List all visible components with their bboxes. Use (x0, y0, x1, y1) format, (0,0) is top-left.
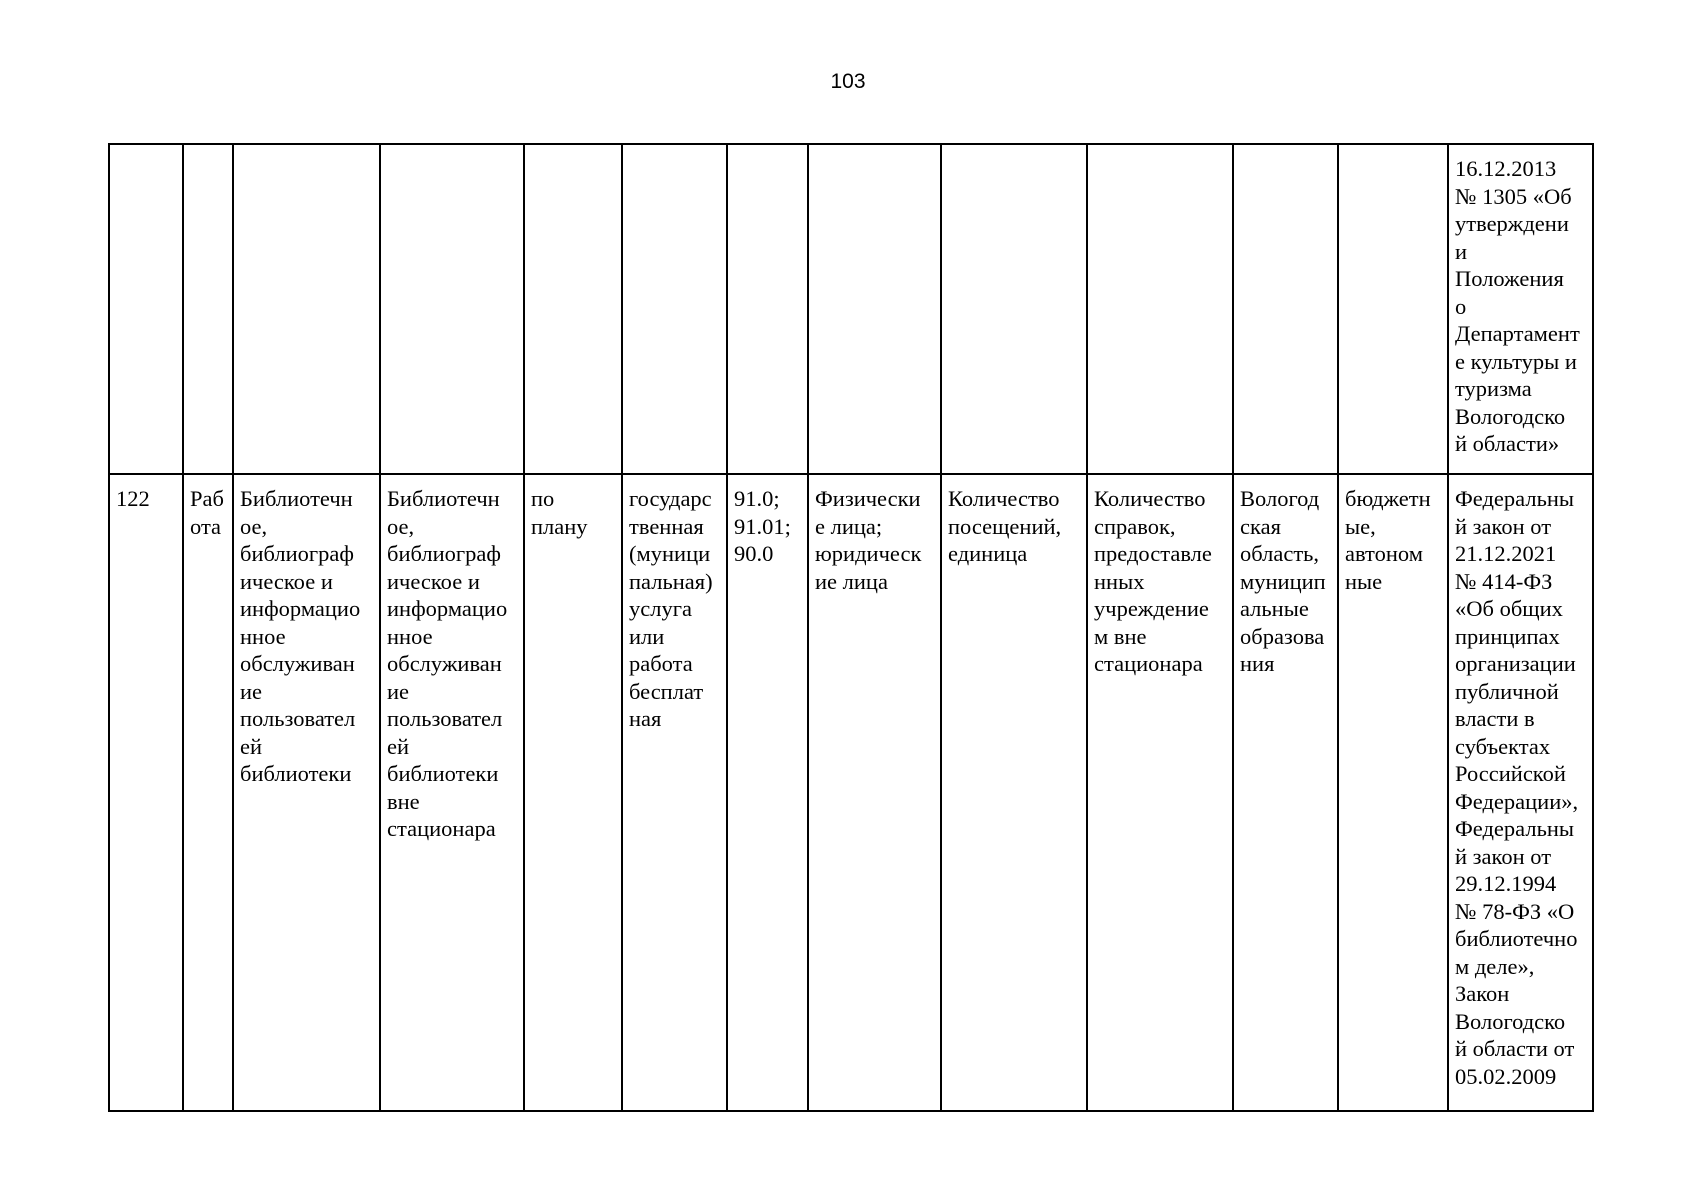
type-cell (183, 474, 233, 1111)
legal-basis-cell-continued (1448, 144, 1593, 474)
legal-basis-continued-text: 16.12.2013 № 1305 «Об утверждени и Положения о Департамент е культуры и туризма Вологодско й области» (1455, 156, 1580, 456)
page-number: 103 (830, 70, 866, 93)
service-name: Библиотечн ое, библиограф ическое и информацио нное обслуживан ие пользовател ей библиотеки (240, 486, 361, 786)
provider-level: Вологод ская область, муницип альные образова ния (1240, 486, 1326, 676)
table-cell (1338, 144, 1448, 474)
okved-cell (727, 474, 808, 1111)
table-cell (109, 144, 183, 474)
service-condition: по плану (531, 486, 588, 539)
consumers-cell (808, 474, 941, 1111)
services-register-table (108, 143, 1594, 1112)
table-cell (1233, 144, 1338, 474)
service-type: Раб ота (190, 486, 224, 539)
okved-codes: 91.0; 91.01; 90.0 (734, 486, 791, 566)
row-number: 122 (116, 486, 150, 511)
form-cell (622, 474, 727, 1111)
table-cell (1087, 144, 1233, 474)
table-cell (183, 144, 233, 474)
table-cell (380, 144, 524, 474)
quality-indicator-cell (1087, 474, 1233, 1111)
institution-type: бюджетн ые, автоном ные (1345, 486, 1431, 594)
table-row-continuation (109, 144, 1593, 474)
table-cell (808, 144, 941, 474)
legal-basis-cell (1448, 474, 1593, 1111)
service-name-cell (233, 474, 380, 1111)
table-cell (727, 144, 808, 474)
row-number-cell (109, 474, 183, 1111)
service-form: государс твенная (муници пальная) услуга или работа бесплат ная (629, 486, 713, 731)
legal-basis: Федеральны й закон от 21.12.2021 № 414-ФЗ «Об общих принципах организации публичной власти в субъектах Российской Федерации», Федеральны й закон от 29.12.1994 № 78-ФЗ «О библиотечно м деле», Закон Вологодско й области от 05.02.2009 (1455, 486, 1579, 1089)
table-cell (941, 144, 1087, 474)
condition-cell (524, 474, 622, 1111)
volume-indicator-cell (941, 474, 1087, 1111)
provider-level-cell (1233, 474, 1338, 1111)
consumers: Физически е лица; юридическ ие лица (815, 486, 922, 594)
table-cell (622, 144, 727, 474)
table-cell (233, 144, 380, 474)
quality-indicator: Количество справок, предоставле нных учреждение м вне стационара (1094, 486, 1212, 676)
table-cell (524, 144, 622, 474)
volume-indicator: Количество посещений, единица (948, 486, 1062, 566)
service-content: Библиотечн ое, библиограф ическое и информацио нное обслуживан ие пользовател ей библиотеки вне стационара (387, 486, 508, 841)
institution-type-cell (1338, 474, 1448, 1111)
service-content-cell (380, 474, 524, 1111)
table-row-122 (109, 474, 1593, 1111)
